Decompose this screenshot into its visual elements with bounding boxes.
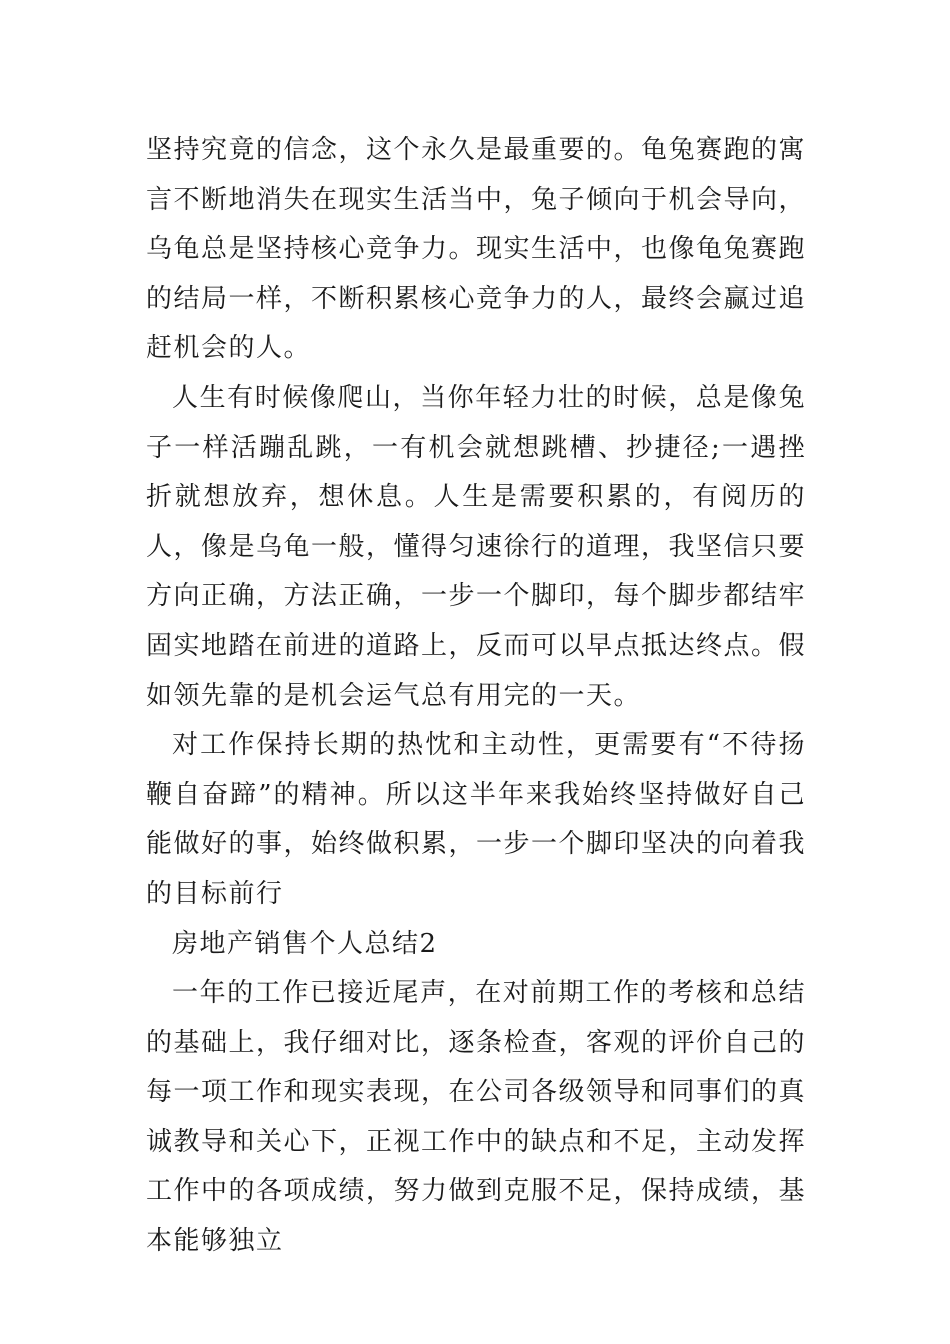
- paragraph-enthusiasm: 对工作保持长期的热忱和主动性，更需要有“不待扬鞭自奋蹄”的精神。所以这半年来我始终坚持做好自己能做好的事，始终做积累，一步一个脚印坚决的向着我的目标前行: [146, 730, 807, 909]
- document-body: [146, 126, 806, 1267]
- section-heading: 房地产销售个人总结2: [172, 928, 438, 959]
- paragraph-year-summary: 一年的工作已接近尾声，在对前期工作的考核和总结的基础上，我仔细对比，逐条检查，客观的评价自己的每一项工作和现实表现，在公司各级领导和同事们的真诚教导和关心下，正视工作中的缺点和不足，主动发挥工作中的各项成绩，努力做到克服不足，保持成绩，基本能够独立: [146, 978, 807, 1257]
- paragraph-climbing: 人生有时候像爬山，当你年轻力壮的时候，总是像兔子一样活蹦乱跳，一有机会就想跳槽、抄捷径;一遇挫折就想放弃，想休息。人生是需要积累的，有阅历的人，像是乌龟一般，懂得匀速徐行的道理，我坚信只要方向正确，方法正确，一步一个脚印，每个脚步都结牢固实地踏在前进的道路上，反而可以早点抵达终点。假如领先靠的是机会运气总有用完的一天。: [146, 382, 807, 711]
- paragraph-perseverance: 坚持究竟的信念，这个永久是最重要的。龟兔赛跑的寓言不断地消失在现实生活当中，兔子倾向于机会导向，乌龟总是坚持核心竞争力。现实生活中，也像龟兔赛跑的结局一样，不断积累核心竞争力的人，最终会赢过追赶机会的人。: [146, 135, 807, 364]
